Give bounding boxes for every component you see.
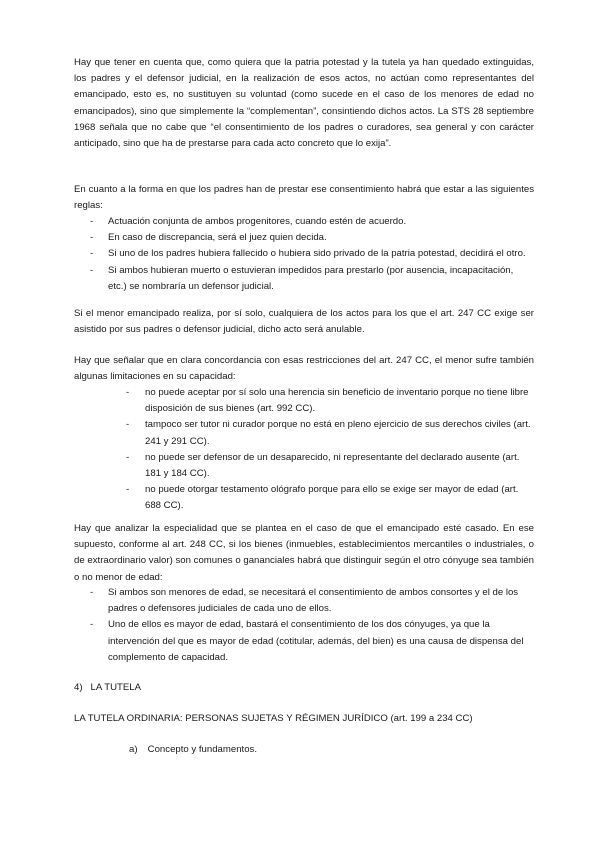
list-item-text: En caso de discrepancia, será el juez quien decida. [108, 232, 327, 244]
paragraph-limitaciones: Hay que señalar que en clara concordancia con esas restricciones del art. 247 CC, el menor sufre también algunas limitaciones en su capacidad: [74, 355, 534, 383]
married-list [74, 585, 534, 666]
list-item-text: tampoco ser tutor ni curador porque no está en pleno ejercicio de sus derechos civiles (art. 241 y 291 CC). [145, 419, 531, 447]
bullet-dash: - [90, 619, 94, 631]
list-item-text: no puede otorgar testamento ológrafo porque para ello se exige ser mayor de edad (art. 688 CC). [145, 484, 519, 512]
list-item-text: Actuación conjunta de ambos progenitores, cuando estén de acuerdo. [108, 216, 407, 227]
bullet-dash: - [126, 484, 130, 496]
list-item-text: Si uno de los padres hubiera fallecido o hubiera sido privado de la patria potestad, decidirá el otro. [108, 248, 526, 260]
subsection-item-a [129, 742, 257, 758]
paragraph-patria-potestad: Hay que tener en cuenta que, como quiera que la patria potestad y la tutela ya han quedado extinguidas, los padres y el defensor judicial, en la realización de esos actos, no actúan como representantes del emancipado, esto es, no sustituyen su voluntad (como sucede en el caso de los menores de edad no emancipados), sino que simplemente la “complementan”, consintiendo dichos actos. La STS 28 septiembre 1968 señala que no cabe que “el consentimiento de los padres o curadores, sea general y con carácter anticipado, sino que ha de prestarse para cada acto concreto que lo exija”. [74, 57, 534, 150]
bullet-dash: - [90, 264, 94, 276]
paragraph-anulable: Si el menor emancipado realiza, por sí solo, cualquiera de los actos para los que el art. 247 CC exige ser asistido por sus padres o defensor judicial, dicho acto será anulable. [74, 308, 534, 336]
bullet-dash: - [90, 216, 94, 227]
list-item [74, 214, 534, 230]
bullet-dash: - [90, 587, 94, 598]
bullet-dash: - [126, 387, 130, 398]
item-text: Concepto y fundamentos. [147, 744, 258, 755]
list-item-text: no puede ser defensor de un desaparecido, ni representante del declarado ausente (art. 181 y 184 CC). [145, 451, 520, 480]
section-heading: 4) LA TUTELA [74, 682, 142, 693]
list-item [74, 230, 534, 246]
paragraph-forma-consentimiento: En cuanto a la forma en que los padres han de prestar ese consentimiento habrá que estar a las siguientes reglas: [74, 184, 534, 212]
limitations-list [74, 385, 534, 515]
list-item-text: Uno de ellos es mayor de edad, bastará el consentimiento de los dos cónyuges, ya que la intervención del que es mayor de edad (cotitular, además, del bien) es una causa de dispensa del complemento de capacidad. [108, 619, 524, 663]
paragraph-emancipado-casado: Hay que analizar la especialidad que se plantea en el caso de que el emancipado esté casado. En ese supuesto, conforme al art. 248 CC, si los bienes (inmuebles, establecimientos mercantiles o industriales, o de extraordinario valor) son comunes o gananciales habrá que distinguir según el otro cónyuge sea también o no menor de edad: [74, 523, 534, 583]
bullet-dash: - [90, 232, 94, 244]
list-item-text: Si ambos hubieran muerto o estuvieran impedidos para prestarlo (por ausencia, incapacitación, etc.) se nombraría un defensor judicial. [108, 264, 514, 292]
bullet-dash: - [126, 451, 130, 463]
item-letter: a) [129, 744, 138, 755]
list-item-text: Si ambos son menores de edad, se necesitará el consentimiento de ambos consortes y el de los padres o defensores judiciales de cada uno de ellos. [108, 587, 519, 615]
list-item [74, 263, 534, 295]
list-item [74, 450, 534, 482]
list-item [74, 617, 534, 666]
list-item [74, 246, 534, 262]
subsection-heading: LA TUTELA ORDINARIA: PERSONAS SUJETAS Y RÉGIMEN JURÍDICO (art. 199 a 234 CC) [74, 713, 473, 724]
bullet-dash: - [90, 248, 94, 260]
rules-list [74, 214, 534, 295]
list-item [74, 385, 534, 417]
list-item [74, 417, 534, 449]
list-item-text: no puede aceptar por sí solo una herencia sin beneficio de inventario porque no tiene libre disposición de sus bienes (art. 992 CC). [145, 387, 529, 415]
bullet-dash: - [126, 419, 130, 431]
list-item [74, 482, 534, 514]
list-item [74, 585, 534, 617]
